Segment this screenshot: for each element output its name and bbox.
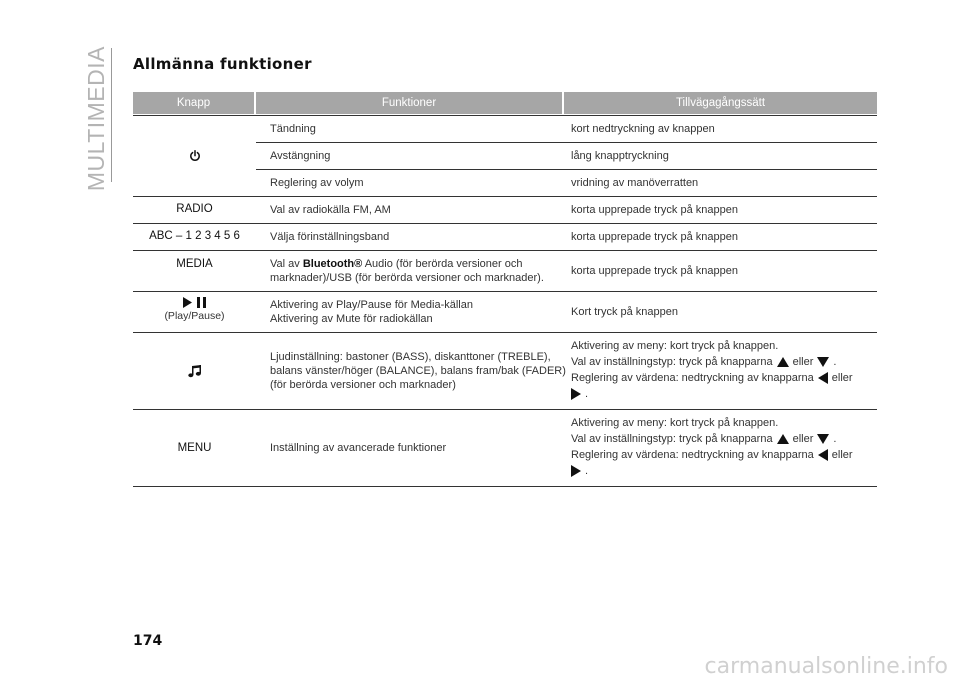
presets-func: Välja förinställningsband: [270, 231, 390, 243]
audio-proc-4-period: .: [585, 388, 589, 400]
right-arrow-icon: [571, 388, 581, 400]
menu-proc: [566, 410, 877, 486]
left-arrow-icon: [818, 449, 828, 461]
audio-proc-2-or: eller: [792, 356, 814, 368]
audio-proc-2-text: Val av inställningstyp: tryck på knapparna: [571, 356, 773, 368]
header-tillvagagangssatt: Tillvägagångssätt: [564, 92, 877, 114]
presets-group: [133, 224, 877, 251]
media-func: [256, 251, 566, 291]
audio-proc-1: Aktivering av meny: kort tryck på knappen.: [571, 340, 779, 352]
page-number: 174: [133, 633, 163, 649]
menu-proc-2-period: .: [833, 433, 837, 445]
power-proc-1: lång knapptryckning: [571, 150, 669, 162]
playpause-proc: Kort tryck på knappen: [571, 306, 679, 318]
power-proc-2: vridning av manöverratten: [571, 177, 699, 189]
menu-func: Inställning av avancerade funktioner: [270, 442, 447, 454]
power-func-1: Avstängning: [270, 150, 331, 162]
radio-group: [133, 197, 877, 224]
audio-proc-3-text: Reglering av värdena: nedtryckning av knapparna: [571, 372, 814, 384]
audio-proc-3: [571, 371, 877, 387]
chapter-label: [82, 44, 110, 194]
audio-proc-2-period: .: [833, 356, 837, 368]
presets-proc: korta upprepade tryck på knappen: [571, 231, 738, 243]
media-key: MEDIA: [176, 258, 213, 270]
section-title: Allmänna funktioner: [133, 55, 312, 73]
media-group: [133, 251, 877, 292]
playpause-key: [133, 292, 256, 332]
audio-proc: [566, 333, 877, 409]
table-row: [256, 169, 877, 196]
audio-key: [133, 333, 256, 409]
power-key: [133, 116, 256, 196]
header-knapp: Knapp: [133, 92, 254, 114]
power-icon: [189, 150, 201, 162]
up-arrow-icon: [777, 357, 789, 367]
media-proc: korta upprepade tryck på knappen: [571, 265, 738, 277]
header-funktioner: Funktioner: [256, 92, 562, 114]
power-func-2: Reglering av volym: [270, 177, 364, 189]
menu-proc-1: Aktivering av meny: kort tryck på knappen.: [571, 417, 779, 429]
audio-proc-2: [571, 355, 877, 371]
right-arrow-icon: [571, 465, 581, 477]
watermark: carmanualsonline.info: [704, 654, 948, 679]
power-func-0: Tändning: [270, 123, 316, 135]
media-func-bluetooth: Bluetooth®: [302, 258, 363, 270]
chapter-text: MULTIMEDIA: [82, 46, 109, 192]
radio-key: RADIO: [176, 203, 213, 215]
table-row: [256, 116, 877, 142]
power-proc-0: kort nedtryckning av knappen: [571, 123, 715, 135]
menu-proc-3: [571, 448, 877, 464]
playpause-group: [133, 292, 877, 333]
playpause-func-1: Aktivering av Play/Pause för Media-källan: [270, 299, 473, 311]
playpause-func: [256, 292, 566, 332]
audio-func: Ljudinställning: bastoner (BASS), diskanttoner (TREBLE), balans vänster/höger (BALANCE), balans fram/bak (FADER) (för berörda versioner och marknader): [270, 351, 566, 391]
menu-proc-2-text: Val av inställningstyp: tryck på knapparna: [571, 433, 773, 445]
menu-proc-4-period: .: [585, 465, 589, 477]
audio-proc-4: [571, 387, 877, 403]
menu-proc-2-or: eller: [792, 433, 814, 445]
playpause-sub: (Play/Pause): [164, 310, 225, 322]
play-pause-icon: [182, 297, 208, 308]
down-arrow-icon: [817, 357, 829, 367]
radio-func: Val av radiokälla FM, AM: [270, 204, 391, 216]
menu-proc-3-text: Reglering av värdena: nedtryckning av knapparna: [571, 449, 814, 461]
down-arrow-icon: [817, 434, 829, 444]
functions-table: [133, 92, 877, 487]
table-header: [133, 92, 877, 114]
media-func-prefix: Val av: [270, 258, 300, 270]
playpause-func-2: Aktivering av Mute för radiokällan: [270, 313, 433, 325]
music-note-icon: [188, 365, 202, 378]
up-arrow-icon: [777, 434, 789, 444]
table-row: [256, 142, 877, 169]
power-group: [133, 115, 877, 197]
menu-group: [133, 410, 877, 487]
audio-group: [133, 333, 877, 410]
presets-key: ABC – 1 2 3 4 5 6: [149, 230, 240, 242]
left-arrow-icon: [818, 372, 828, 384]
audio-proc-3-or: eller: [831, 372, 853, 384]
menu-proc-4: [571, 464, 877, 480]
radio-proc: korta upprepade tryck på knappen: [571, 204, 738, 216]
chapter-divider: [111, 48, 112, 182]
media-func-suffix: Audio (för berörda versioner och marknader)/USB (för berörda versioner och marknader).: [270, 258, 544, 284]
menu-proc-3-or: eller: [831, 449, 853, 461]
menu-key: MENU: [177, 442, 212, 454]
menu-proc-2: [571, 432, 877, 448]
